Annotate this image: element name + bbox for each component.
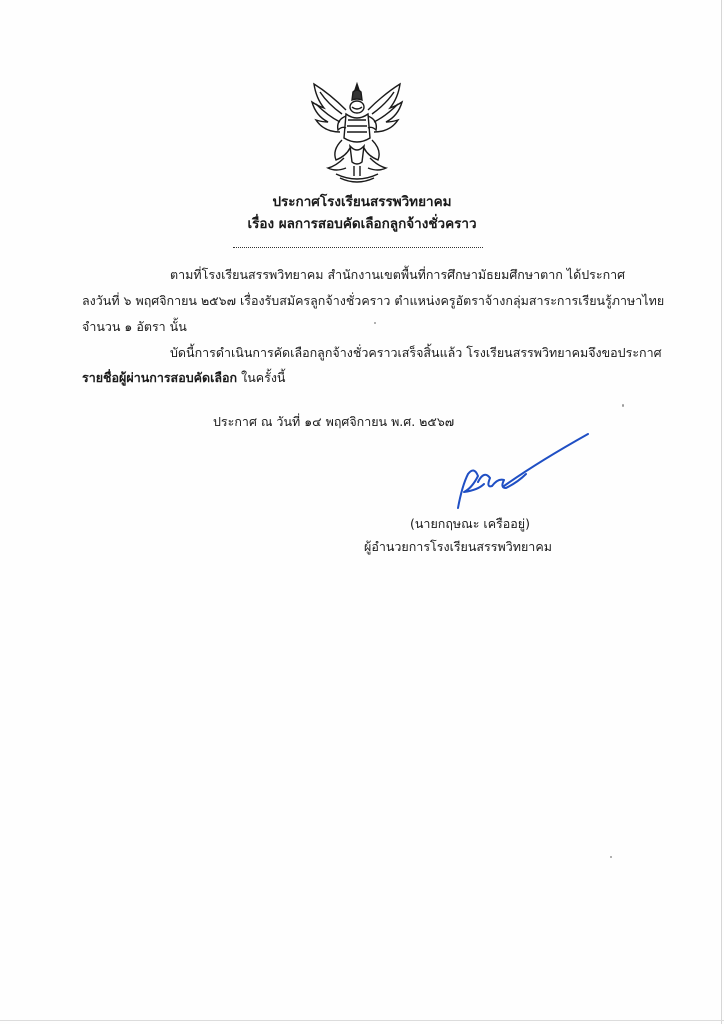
body-line-5 (82, 370, 285, 386)
body-line-3: จำนวน ๑ อัตรา นั้น (82, 319, 187, 334)
scan-speck (622, 404, 624, 407)
body-line-5-rest: ในครั้งนี้ (237, 370, 286, 385)
dotted-divider (233, 247, 483, 248)
body-line-1: ตามที่โรงเรียนสรรพวิทยาคม สำนักงานเขตพื้นที่การศึกษามัธยมศึกษาตาก ได้ประกาศ (170, 267, 626, 282)
page-edge-bottom (0, 1020, 724, 1021)
announcement-date: ประกาศ ณ วันที่ ๑๔ พฤศจิกายน พ.ศ. ๒๕๖๗ (213, 414, 455, 429)
handwritten-signature-icon (448, 426, 598, 516)
announcement-title: ประกาศโรงเรียนสรรพวิทยาคม (272, 194, 452, 210)
scan-speck (610, 856, 612, 858)
announcement-subject: เรื่อง ผลการสอบคัดเลือกลูกจ้างชั่วคราว (247, 216, 477, 232)
passed-candidates-link-text: รายชื่อผู้ผ่านการสอบคัดเลือก (82, 370, 238, 385)
signer-title: ผู้อำนวยการโรงเรียนสรรพวิทยาคม (364, 539, 552, 554)
scan-speck (374, 322, 376, 324)
body-line-4: บัดนี้การดำเนินการคัดเลือกลูกจ้างชั่วคราวเสร็จสิ้นแล้ว โรงเรียนสรรพวิทยาคมจึงขอประกาศ (170, 345, 662, 360)
page-edge-right (721, 0, 722, 1024)
signer-name: (นายกฤษณะ เครืออยู่) (410, 516, 530, 531)
body-line-2: ลงวันที่ ๖ พฤศจิกายน ๒๕๖๗ เรื่องรับสมัครลูกจ้างชั่วคราว ตำแหน่งครูอัตราจ้างกลุ่มสาระการเรียนรู้ภาษาไทย (82, 293, 665, 308)
garuda-emblem-icon (306, 80, 408, 188)
